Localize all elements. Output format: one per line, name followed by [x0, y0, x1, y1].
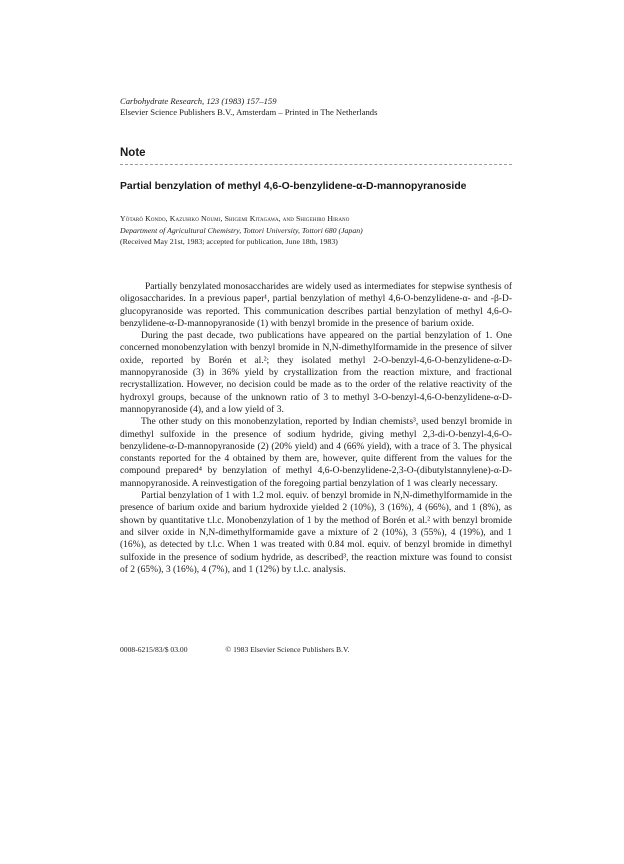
- article-body: [120, 281, 512, 576]
- body-paragraph: Partial benzylation of 1 with 1.2 mol. equiv. of benzyl bromide in N,N-dimethylformamide in the presence of barium oxide and barium hydroxide yielded 2 (10%), 3 (16%), 4 (66%), and 1 (8%), as shown by quantitative t.l.c. Monobenzylation of 1 by the method of Borén et al.² with benzyl bromide and silver oxide in N,N-dimethylformamide gave a mixture of 2 (10%), 3 (55%), 4 (19%), and 1 (16%), as detected by t.l.c. When 1 was treated with 0.84 mol. equiv. of benzyl bromide in dimethyl sulfoxide in the presence of sodium hydride, as described³, the reaction mixture was found to consist of 2 (65%), 3 (16%), 4 (7%), and 1 (12%) by t.l.c. analysis.: [120, 491, 512, 575]
- body-paragraph: Partially benzylated monosaccharides are widely used as intermediates for stepwise synthesis of oligosaccharides. In a previous paper¹, partial benzylation of methyl 4,6-O-benzylidene-α- and -β-D-glucopyranoside was reported. This communication describes partial benzylation of methyl 4,6-O-benzylidene-α-D-mannopyranoside (1) with benzyl bromide in the presence of barium oxide.: [120, 282, 512, 329]
- author-block: [120, 213, 520, 248]
- received-dates: (Received May 21st, 1983; accepted for publication, June 18th, 1983): [120, 237, 338, 247]
- journal-citation: Carbohydrate Research, 123 (1983) 157–159: [120, 96, 277, 106]
- copyright-notice: © 1983 Elsevier Science Publishers B.V.: [225, 645, 350, 654]
- issn-code: 0008-6215/83/$ 03.00: [120, 645, 188, 654]
- author-list: Yōtarō Kondo, Kazuhiko Noumi, Shigemi Kitagawa, and Shigehiro Hirano: [120, 214, 350, 223]
- divider: [120, 164, 512, 165]
- journal-header: [120, 96, 520, 118]
- publisher-line: Elsevier Science Publishers B.V., Amsterdam – Printed in The Netherlands: [120, 107, 378, 117]
- section-label: Note: [120, 147, 146, 159]
- affiliation: Department of Agricultural Chemistry, Tottori University, Tottori 680 (Japan): [120, 225, 363, 235]
- body-paragraph: During the past decade, two publications have appeared on the partial benzylation of 1. One concerned monobenzylation with benzyl bromide in N,N-dimethylformamide in the presence of silver oxide, reported by Borén et al.²; they isolated methyl 2-O-benzyl-4,6-O-benzylidene-α-D-mannopyranoside (3) in 36% yield by crystallization from the reaction mixture, and fractional recrystallization. However, no decision could be made as to the order of the relative reactivity of the hydroxyl groups, because of the unknown ratio of 3 to methyl 3-O-benzyl-4,6-O-benzylidene-α-D-mannopyranoside (4), and a low yield of 3.: [120, 331, 512, 415]
- page-footer: [120, 645, 349, 654]
- body-paragraph: The other study on this monobenzylation, reported by Indian chemists³, used benzyl bromide in dimethyl sulfoxide in the presence of sodium hydride, giving methyl 2,3-di-O-benzyl-4,6-O-benzylidene-α-D-mannopyranoside (2) (20% yield) and 4 (66% yield), with a trace of 3. The physical constants reported for the 4 obtained by them are, however, quite different from the values for the compound prepared⁴ by benzylation of methyl 4,6-O-benzylidene-2,3-O-(dibutylstannylene)-α-D-mannopyranoside. A reinvestigation of the foregoing partial benzylation of 1 was clearly necessary.: [120, 417, 512, 489]
- article-title: Partial benzylation of methyl 4,6-O-benzylidene-α-D-mannopyranoside: [120, 181, 467, 192]
